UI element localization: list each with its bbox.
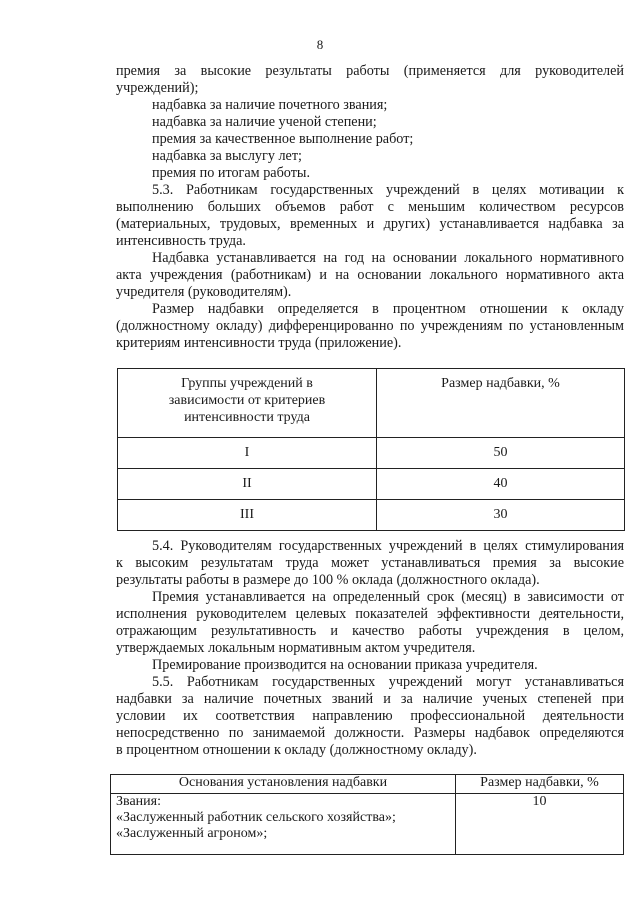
- text-line: Надбавка устанавливается на год на основании локального нормативного: [152, 250, 624, 266]
- text-line: непосредственно по занимаемой должности. Размеры надбавок определяются: [116, 725, 624, 741]
- table-cell: II: [118, 469, 377, 500]
- text-line: Премия устанавливается на определенный срок (месяц) в зависимости от: [152, 589, 624, 605]
- header-line: зависимости от критериев: [168, 393, 326, 408]
- text-line: учредителя (руководителям).: [116, 284, 292, 300]
- text-line: надбавка за наличие почетного звания;: [152, 97, 388, 113]
- text-line: учреждений);: [116, 80, 199, 96]
- table-cell: 50: [377, 438, 625, 469]
- table-header-row: [118, 369, 625, 438]
- text-line: критериям интенсивности труда (приложение).: [116, 335, 402, 351]
- table-header-cell: [118, 369, 377, 438]
- text-line: к высоким результатам труда может устанавливаться премия за высокие: [116, 555, 624, 571]
- text-line: отражающим результативность и качество работы учреждения в целом,: [116, 623, 624, 639]
- cell-line: «Заслуженный агроном»;: [116, 826, 268, 841]
- table-row: [111, 794, 624, 855]
- text-line: (материальных, трудовых, временных и других) устанавливается надбавка за: [116, 216, 624, 232]
- text-line: выполнению больших объемов работ с меньшим количеством ресурсов: [116, 199, 624, 215]
- text-line: условии их соответствия направлению профессиональной деятельности: [116, 708, 624, 724]
- text-line: Размер надбавки определяется в процентном отношении к окладу: [152, 301, 624, 317]
- table-header-row: [111, 775, 624, 794]
- table-row: [118, 438, 625, 469]
- table-cell: I: [118, 438, 377, 469]
- table-cell: 10: [456, 794, 624, 855]
- table-row: [118, 469, 625, 500]
- cell-line: «Заслуженный работник сельского хозяйства»;: [116, 810, 396, 825]
- intensity-table: [117, 368, 625, 531]
- text-line: премия по итогам работы.: [152, 165, 310, 181]
- text-line: результаты работы в размере до 100 % оклада (должностного оклада).: [116, 572, 540, 588]
- table-header-cell: Размер надбавки, %: [377, 369, 625, 438]
- table-cell: 30: [377, 500, 625, 531]
- table-cell: 40: [377, 469, 625, 500]
- text-line: премия за качественное выполнение работ;: [152, 131, 414, 147]
- page-number: 8: [316, 37, 324, 52]
- text-line: (должностному окладу) дифференцированно по учреждениям по установленным: [116, 318, 624, 334]
- text-line: в процентном отношении к окладу (должностному окладу).: [116, 742, 477, 758]
- text-line: утверждаемых локальным нормативным актом учредителя.: [116, 640, 476, 656]
- header-line: интенсивности труда: [184, 410, 310, 425]
- table-header-cell: Размер надбавки, %: [456, 775, 624, 794]
- text-line: надбавки за наличие почетных званий и за наличие ученых степеней при: [116, 691, 624, 707]
- header-line: Группы учреждений в: [181, 376, 313, 391]
- table-header-cell: Основания установления надбавки: [111, 775, 456, 794]
- text-line: 5.3. Работникам государственных учреждений в целях мотивации к: [152, 182, 624, 198]
- text-line: акта учреждения (работникам) и на основании локального нормативного акта: [116, 267, 624, 283]
- table-row: [118, 500, 625, 531]
- text-line: премия за высокие результаты работы (применяется для руководителей: [116, 63, 624, 79]
- text-line: надбавка за выслугу лет;: [152, 148, 302, 164]
- cell-line: Звания:: [116, 794, 161, 809]
- text-line: Премирование производится на основании приказа учредителя.: [152, 657, 538, 673]
- text-line: интенсивность труда.: [116, 233, 246, 249]
- honorary-titles-table: [110, 774, 624, 855]
- text-line: надбавка за наличие ученой степени;: [152, 114, 377, 130]
- table-cell: III: [118, 500, 377, 531]
- text-line: 5.4. Руководителям государственных учреждений в целях стимулирования: [152, 538, 624, 554]
- text-line: 5.5. Работникам государственных учреждений могут устанавливаться: [152, 674, 624, 690]
- table-cell: [111, 794, 456, 855]
- text-line: исполнения руководителем целевых показателей эффективности деятельности,: [116, 606, 624, 622]
